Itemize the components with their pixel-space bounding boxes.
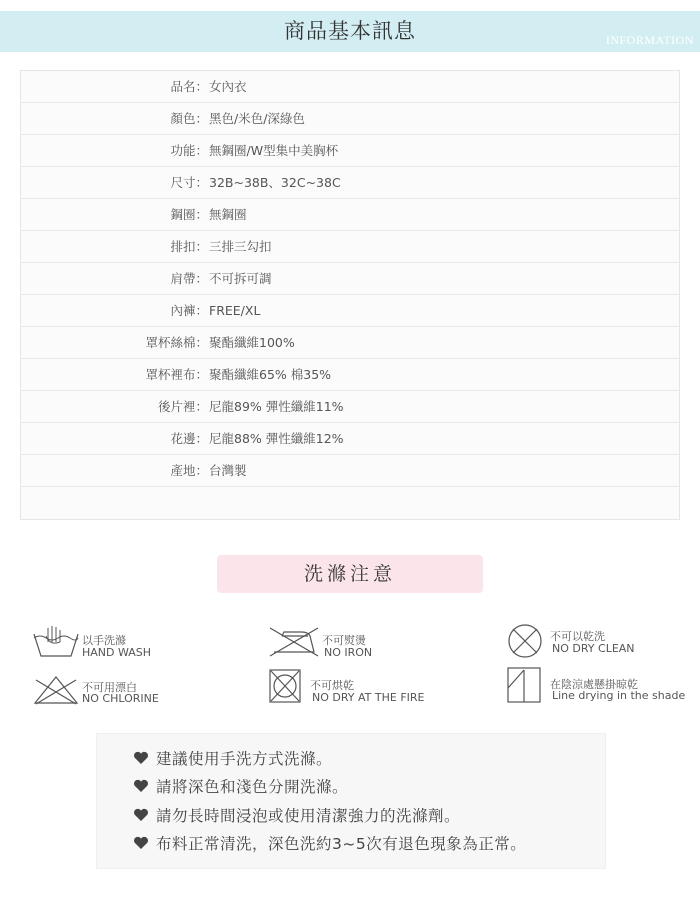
wash-title-banner: 洗滌注意	[217, 555, 483, 593]
wash-note-text: 建議使用手洗方式洗滌。	[156, 750, 333, 768]
spec-value: 不可拆可調	[209, 271, 272, 286]
heart-icon	[133, 779, 149, 793]
care-en-label: NO CHLORINE	[82, 692, 159, 705]
spec-value: FREE/XL	[209, 303, 261, 318]
spec-label: 尺寸：	[170, 175, 208, 190]
spec-row-empty	[21, 487, 679, 518]
spec-label: 排扣：	[170, 239, 208, 254]
spec-value: 無鋼圈	[209, 207, 247, 222]
spec-value: 尼龍88% 彈性纖維12%	[209, 431, 344, 446]
spec-row	[21, 295, 679, 327]
no-dry-clean-icon	[506, 622, 544, 660]
care-no-tumble-dry	[268, 668, 468, 706]
spec-label: 鋼圈：	[170, 207, 208, 222]
spec-value: 黑色/米色/深綠色	[209, 111, 305, 126]
hand-wash-icon	[32, 622, 80, 662]
wash-note	[133, 747, 332, 769]
spec-label: 肩帶：	[170, 271, 208, 286]
spec-label: 後片裡：	[157, 399, 208, 414]
care-zh-label: 以手洗滌	[82, 634, 126, 647]
info-header-title: 商品基本訊息	[284, 19, 416, 43]
spec-label: 花邊：	[170, 431, 208, 446]
spec-label: 功能：	[170, 143, 208, 158]
spec-value: 三排三勾扣	[209, 239, 272, 254]
spec-label: 罩杯絲棉：	[145, 335, 208, 350]
spec-row	[21, 391, 679, 423]
care-no-dry-clean	[506, 622, 696, 662]
spec-row	[21, 455, 679, 487]
care-en-label: NO DRY CLEAN	[552, 642, 635, 655]
wash-note	[133, 832, 526, 854]
wash-note	[133, 775, 348, 797]
spec-row	[21, 103, 679, 135]
care-en-label: HAND WASH	[82, 646, 152, 659]
spec-label: 顏色：	[170, 111, 208, 126]
no-iron-icon	[268, 626, 320, 658]
spec-label: 罩杯裡布：	[145, 367, 208, 382]
spec-value: 台灣製	[209, 463, 247, 478]
heart-icon	[133, 836, 149, 850]
spec-label: 內褲：	[170, 303, 208, 318]
spec-label: 產地：	[170, 463, 208, 478]
care-no-chlorine	[32, 674, 232, 706]
spec-row	[21, 71, 679, 103]
spec-value: 32B~38B、32C~38C	[209, 175, 341, 190]
care-no-iron	[268, 626, 468, 662]
spec-value: 女內衣	[209, 79, 247, 94]
spec-row	[21, 359, 679, 391]
spec-row	[21, 327, 679, 359]
wash-note	[133, 804, 460, 826]
wash-notes-box	[96, 733, 606, 869]
care-hand-wash	[32, 622, 232, 662]
wash-note-text: 布料正常清洗，深色洗約3~5次有退色現象為正常。	[156, 835, 527, 853]
spec-value: 尼龍89% 彈性纖維11%	[209, 399, 344, 414]
no-chlorine-icon	[32, 674, 80, 706]
spec-value: 聚酯纖維100%	[209, 335, 295, 350]
care-line-dry-shade	[506, 666, 696, 706]
spec-row	[21, 167, 679, 199]
care-zh-label: 不可熨燙	[322, 634, 366, 647]
care-zh-label: 不可以乾洗	[550, 630, 605, 643]
care-en-label: NO IRON	[324, 646, 373, 659]
heart-icon	[133, 808, 149, 822]
wash-note-text: 請將深色和淺色分開洗滌。	[156, 778, 349, 796]
heart-icon	[133, 751, 149, 765]
spec-row	[21, 263, 679, 295]
spec-row	[21, 199, 679, 231]
spec-row	[21, 231, 679, 263]
spec-row	[21, 135, 679, 167]
no-tumble-dry-icon	[268, 668, 302, 704]
spec-table	[20, 70, 680, 520]
spec-row	[21, 423, 679, 455]
spec-value: 聚酯纖維65% 棉35%	[209, 367, 332, 382]
spec-label: 品名：	[170, 79, 208, 94]
spec-value: 無鋼圈/W型集中美胸杯	[209, 143, 339, 158]
care-zh-label: 不可烘乾	[310, 679, 354, 692]
care-zh-label: 不可用漂白	[82, 681, 137, 694]
line-dry-shade-icon	[506, 666, 542, 704]
care-en-label: NO DRY AT THE FIRE	[312, 691, 425, 704]
care-en-label: Line drying in the shade	[552, 689, 686, 702]
info-header-banner	[0, 11, 700, 52]
wash-note-text: 請勿長時間浸泡或使用清潔強力的洗滌劑。	[156, 807, 461, 825]
care-zh-label: 在陰涼處懸掛晾乾	[550, 678, 638, 691]
info-header-subtitle: INFORMATION	[605, 33, 694, 47]
